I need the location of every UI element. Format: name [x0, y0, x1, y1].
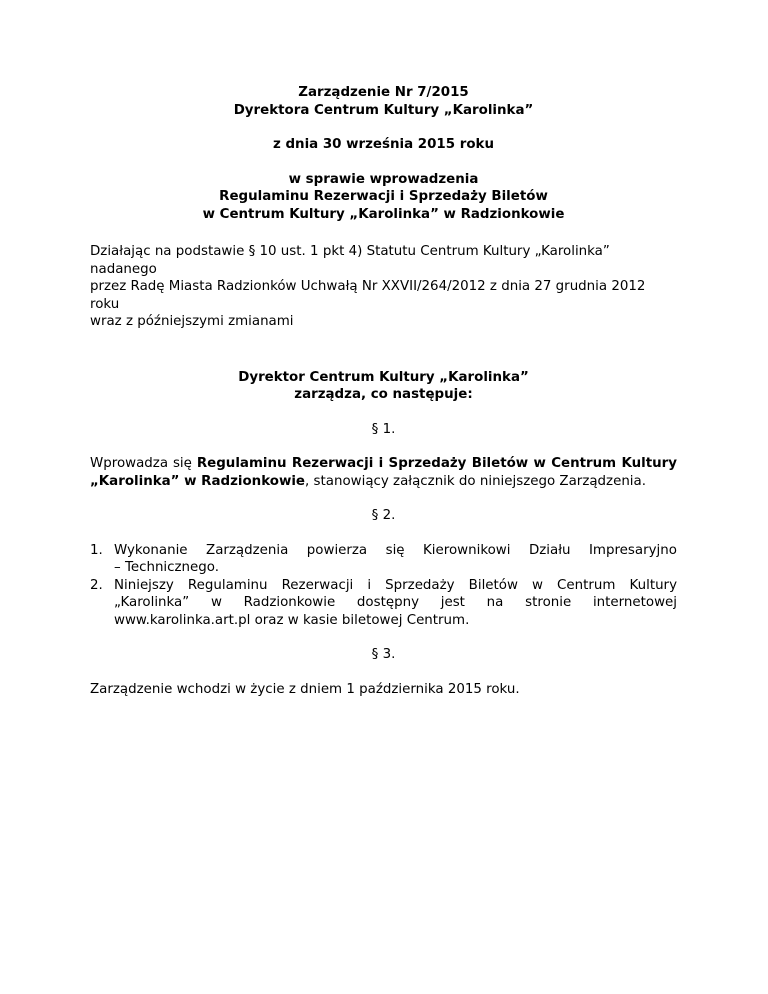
word: Zarządzenia — [206, 542, 289, 558]
subject-line-1: w sprawie wprowadzenia — [288, 171, 479, 187]
section-1-heading: § 1. — [371, 421, 396, 437]
list-item-number: 2. — [90, 577, 103, 593]
title-line-2: Dyrektora Centrum Kultury „Karolinka” — [233, 102, 534, 118]
decree-line-1: Dyrektor Centrum Kultury „Karolinka” — [238, 369, 529, 385]
section-2-list — [90, 542, 677, 630]
section-3-text: Zarządzenie wchodzi w życie z dniem 1 października 2015 roku. — [90, 681, 520, 697]
list-item-1-continuation: – Technicznego. — [114, 560, 219, 575]
document-title — [90, 84, 677, 223]
section-2-heading: § 2. — [371, 508, 396, 523]
preamble-line-3: wraz z późniejszymi zmianami — [90, 314, 294, 329]
word: Kierownikowi — [423, 542, 511, 558]
document-date: z dnia 30 września 2015 roku — [273, 137, 494, 152]
word: Impresaryjno — [588, 542, 677, 558]
section-1-text — [90, 455, 677, 490]
section-1-text-start: Wprowadza się — [90, 456, 197, 471]
list-item-1-line — [114, 542, 677, 560]
section-1-text-bold: Regulaminu Rezerwacji i Sprzedaży Biletów w Centrum Kultury „Karolinka” w Radzionkowie — [90, 456, 677, 489]
preamble-line-2: przez Radę Miasta Radzionków Uchwałą Nr XXVII/264/2012 z dnia 27 grudnia 2012 roku — [90, 279, 646, 312]
section-1-text-end: , stanowiący załącznik do niniejszego Zarządzenia. — [305, 473, 646, 489]
list-item-number: 1. — [90, 542, 103, 558]
list-item — [90, 542, 677, 577]
preamble — [90, 243, 677, 331]
decree-heading — [90, 369, 677, 404]
word: Działu — [528, 542, 571, 558]
section-3-heading: § 3. — [371, 647, 396, 662]
word: Wykonanie — [114, 542, 188, 558]
subject-line-3: w Centrum Kultury „Karolinka” w Radzionkowie — [202, 206, 565, 222]
list-item — [90, 577, 677, 630]
list-item-2-text: Niniejszy Regulaminu Rezerwacji i Sprzedaży Biletów w Centrum Kultury „Karolinka” w Radzionkowie dostępny jest na stronie internetowej www.karolinka.art.pl oraz w kasie biletowej Centrum. — [114, 577, 677, 628]
subject-line-2: Regulaminu Rezerwacji i Sprzedaży Biletów — [219, 189, 548, 204]
word: się — [385, 542, 405, 558]
decree-line-2: zarządza, co następuje: — [294, 387, 473, 402]
title-line-1: Zarządzenie Nr 7/2015 — [298, 85, 469, 100]
preamble-line-1: Działając na podstawie § 10 ust. 1 pkt 4) Statutu Centrum Kultury „Karolinka” nadanego — [90, 244, 610, 277]
document-content — [90, 84, 677, 698]
word: powierza — [306, 542, 368, 558]
